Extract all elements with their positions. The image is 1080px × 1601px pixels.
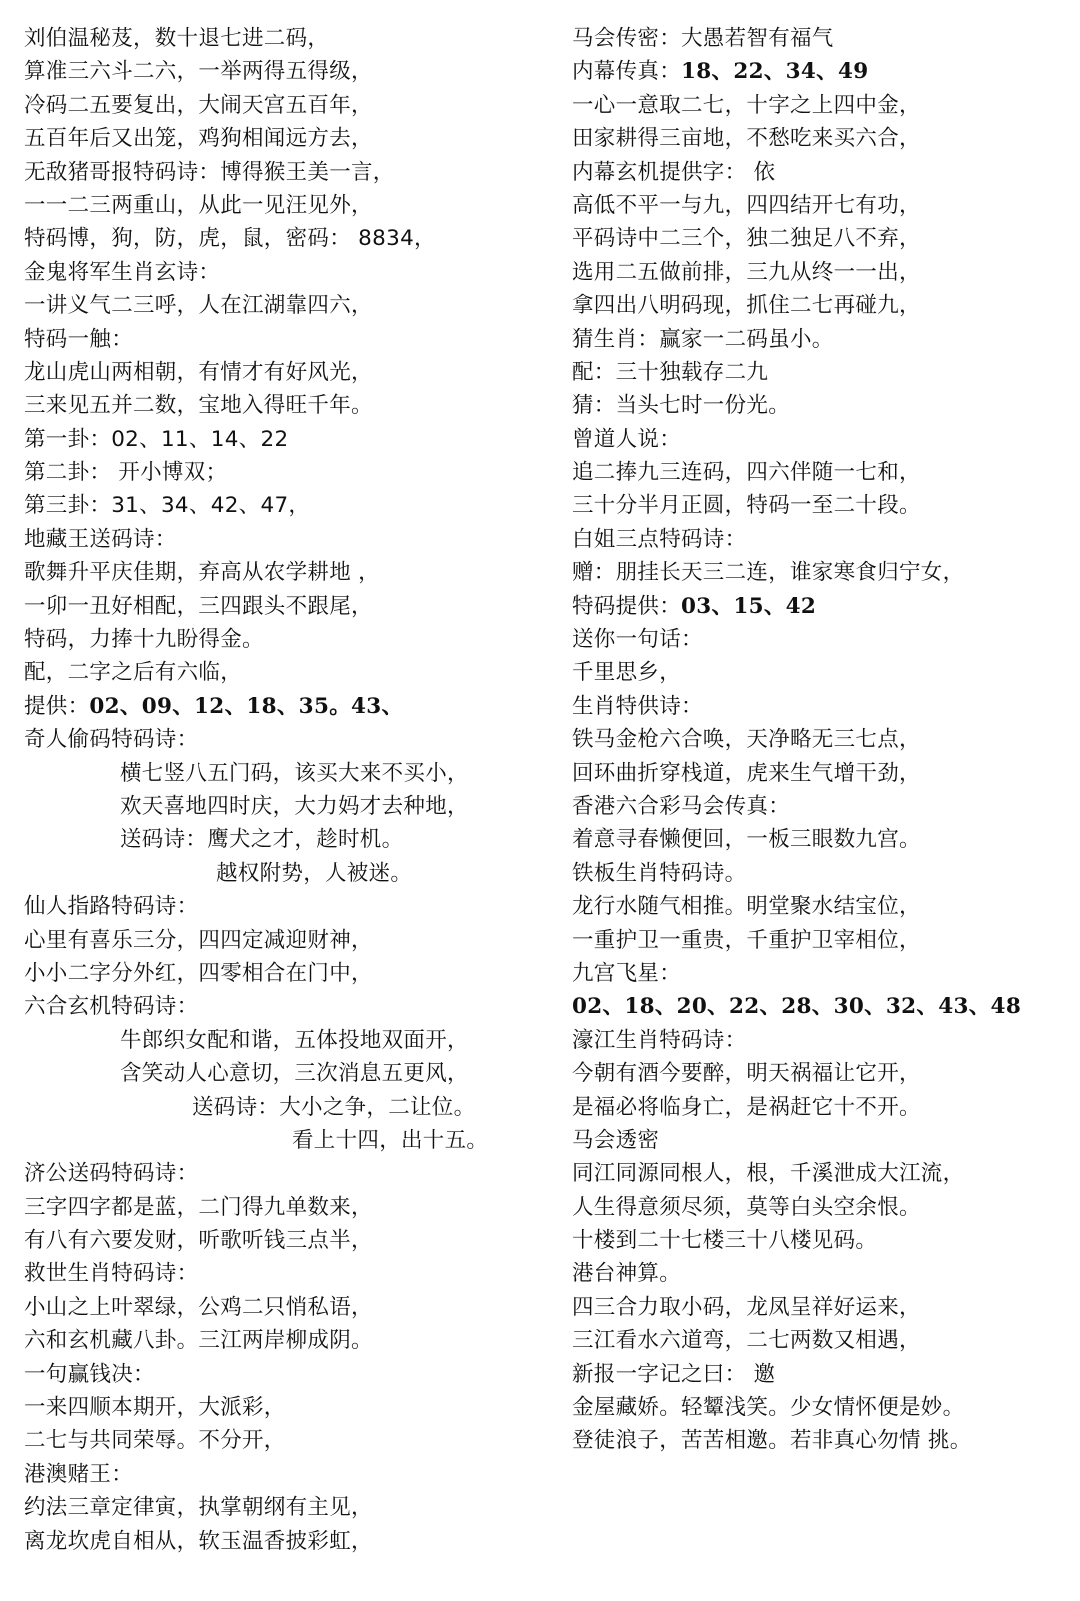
text-line: 心里有喜乐三分，四四定减迎财神， [24,927,373,953]
text-line: 越权附势，人被迷。 [216,860,413,886]
text-line: 配，二字之后有六临， [24,660,243,686]
text-line: 送码诗：大小之争，二让位。 [192,1094,476,1120]
text-line: 一卯一丑好相配，三四跟头不跟尾， [24,593,373,619]
text-line: 算准三六斗二六，一举两得五得级， [24,59,373,85]
text-line: 高低不平一与九，四四结开七有功， [572,192,921,218]
text-line: 冷码二五要复出，大闹天宫五百年， [24,92,373,118]
text-line: 第三卦：31、34、42、47， [24,493,311,519]
special-label: 特码提供： [572,593,682,619]
text-line: 赠：朋挂长天三二连，谁家寒食归宁女， [572,560,965,586]
text-line: 选用二五做前排，三九从终一一出， [572,259,921,285]
section-heading: 白姐三点特码诗： [572,526,747,552]
text-line: 牛郎织女配和谐，五体投地双面开， [120,1027,469,1053]
section-heading: 送你一句话： [572,627,703,653]
inside-label: 内幕传真： [572,59,682,85]
section-heading: 马会透密 [572,1127,660,1153]
text-line: 横七竖八五门码，该买大来不买小， [120,760,469,786]
text-line: 特码博，狗，防，虎，鼠，密码： 8834， [24,226,436,252]
text-line: 一一二三两重山，从此一见汪见外， [24,192,373,218]
text-line: 小山之上叶翠绿，公鸡二只悄私语， [24,1294,373,1320]
text-line: 三江看水六道弯，二七两数又相遇， [572,1328,921,1354]
text-line: 歌舞升平庆佳期，弃高从农学耕地 ， [24,560,380,586]
text-line: 龙山虎山两相朝，有情才有好风光， [24,359,373,385]
text-line: 追二捧九三连码，四六伴随一七和， [572,460,921,486]
section-heading: 地藏王送码诗： [24,526,177,552]
text-line: 三字四字都是蓝，二门得九单数来， [24,1194,373,1220]
text-line: 无敌猪哥报特码诗：博得猴王美一言， [24,159,395,185]
text-line: 特码，力捧十九盼得金。 [24,627,264,653]
text-line: 离龙坎虎自相从，软玉温香披彩虹， [24,1528,373,1554]
text-line: 含笑动人心意切，三次消息五更风， [120,1061,469,1087]
section-heading: 港台神算。 [572,1261,682,1287]
inside-numbers: 18、22、34、49 [681,59,869,85]
text-line: 十楼到二十七楼三十八楼见码。 [572,1228,878,1254]
text-line: 看上十四，出十五。 [292,1127,489,1153]
left-column [24,22,564,1558]
text-line: 一心一意取二七，十字之上四中金， [572,92,921,118]
text-line: 千里思乡， [572,660,682,686]
section-heading: 奇人偷码特码诗： [24,727,199,753]
section-heading: 一句赢钱决： [24,1361,155,1387]
text-line: 拿四出八明码现，抓住二七再碰九， [572,293,921,319]
text-line: 刘伯温秘芨，数十退七进二码， [24,26,330,51]
provide-numbers: 02、09、12、18、35。43、 [89,693,404,719]
text-line: 是福必将临身亡，是祸赶它十不开。 [572,1094,921,1120]
text-line: 马会传密：大愚若智有福气 [572,26,834,51]
text-line: 一讲义气二三呼，人在江湖靠四六， [24,293,373,319]
text-line: 有八有六要发财，听歌听钱三点半， [24,1228,373,1254]
section-heading: 港澳赌王： [24,1461,134,1487]
text-line: 龙行水随气相推。明堂聚水结宝位， [572,894,921,920]
text-line: 第二卦： 开小博双； [24,460,228,486]
text-line: 铁马金枪六合唤，天净略无三七点， [572,727,921,753]
text-line: 金屋藏娇。轻颦浅笑。少女情怀便是妙。 [572,1395,965,1421]
special-line [572,590,1072,623]
inside-line [572,55,1072,88]
text-line: 田家耕得三亩地，不愁吃来买六合， [572,126,921,152]
text-line: 小小二字分外红，四零相合在门中， [24,960,373,986]
section-heading: 仙人指路特码诗： [24,894,199,920]
text-line: 二七与共同荣辱。不分开， [24,1428,286,1454]
section-heading: 生肖特供诗： [572,693,703,719]
text-line: 配：三十独载存二九 [572,359,769,385]
section-heading: 特码一触： [24,326,134,352]
text-line: 三来见五并二数，宝地入得旺千年。 [24,393,373,419]
text-line: 送码诗：鹰犬之才，趁时机。 [120,827,404,853]
section-heading: 救世生肖特码诗： [24,1261,199,1287]
nine-palace-numbers: 02、18、20、22、28、30、32、43、48 [572,994,1022,1020]
section-heading: 铁板生肖特码诗。 [572,860,747,886]
text-line: 猜生肖：赢家一二码虽小。 [572,326,834,352]
section-heading: 曾道人说： [572,426,682,452]
text-line: 内幕玄机提供字： 依 [572,159,776,185]
section-heading: 香港六合彩马会传真： [572,793,791,819]
text-line: 着意寻春懒便回，一板三眼数九宫。 [572,827,921,853]
section-heading: 六合玄机特码诗： [24,994,199,1020]
text-line: 同江同源同根人，根，千溪泄成大江流， [572,1161,965,1187]
text-line: 一重护卫一重贵，千重护卫宰相位， [572,927,921,953]
text-line: 新报一字记之曰： 邀 [572,1361,776,1387]
right-column [572,22,1072,1458]
text-line: 一来四顺本期开，大派彩， [24,1395,286,1421]
text-line: 回环曲折穿栈道，虎来生气增干劲， [572,760,921,786]
section-heading: 金鬼将军生肖玄诗： [24,259,221,285]
text-line: 约法三章定律寅，执掌朝纲有主见， [24,1495,373,1521]
text-line: 五百年后又出笼，鸡狗相闻远方去， [24,126,373,152]
special-numbers: 03、15、42 [681,593,817,619]
text-line: 平码诗中二三个，独二独足八不弃， [572,226,921,252]
provide-label: 提供： [24,693,90,719]
text-line: 第一卦：02、11、14、22 [24,426,289,452]
section-heading: 济公送码特码诗： [24,1161,199,1187]
text-line: 登徒浪子，苦苦相邀。若非真心勿情 挑。 [572,1428,972,1454]
section-heading: 九宫飞星： [572,960,682,986]
text-line: 欢天喜地四时庆，大力妈才去种地， [120,793,469,819]
text-line: 六和玄机藏八卦。三江两岸柳成阴。 [24,1328,373,1354]
text-line: 猜：当头七时一份光。 [572,393,791,419]
text-line: 今朝有酒今要醉，明天祸福让它开， [572,1061,921,1087]
text-line: 人生得意须尽须，莫等白头空余恨。 [572,1194,921,1220]
text-line: 四三合力取小码，龙凤呈祥好运来， [572,1294,921,1320]
text-line: 三十分半月正圆，特码一至二十段。 [572,493,921,519]
section-heading: 濠江生肖特码诗： [572,1027,747,1053]
provide-line [24,690,564,723]
